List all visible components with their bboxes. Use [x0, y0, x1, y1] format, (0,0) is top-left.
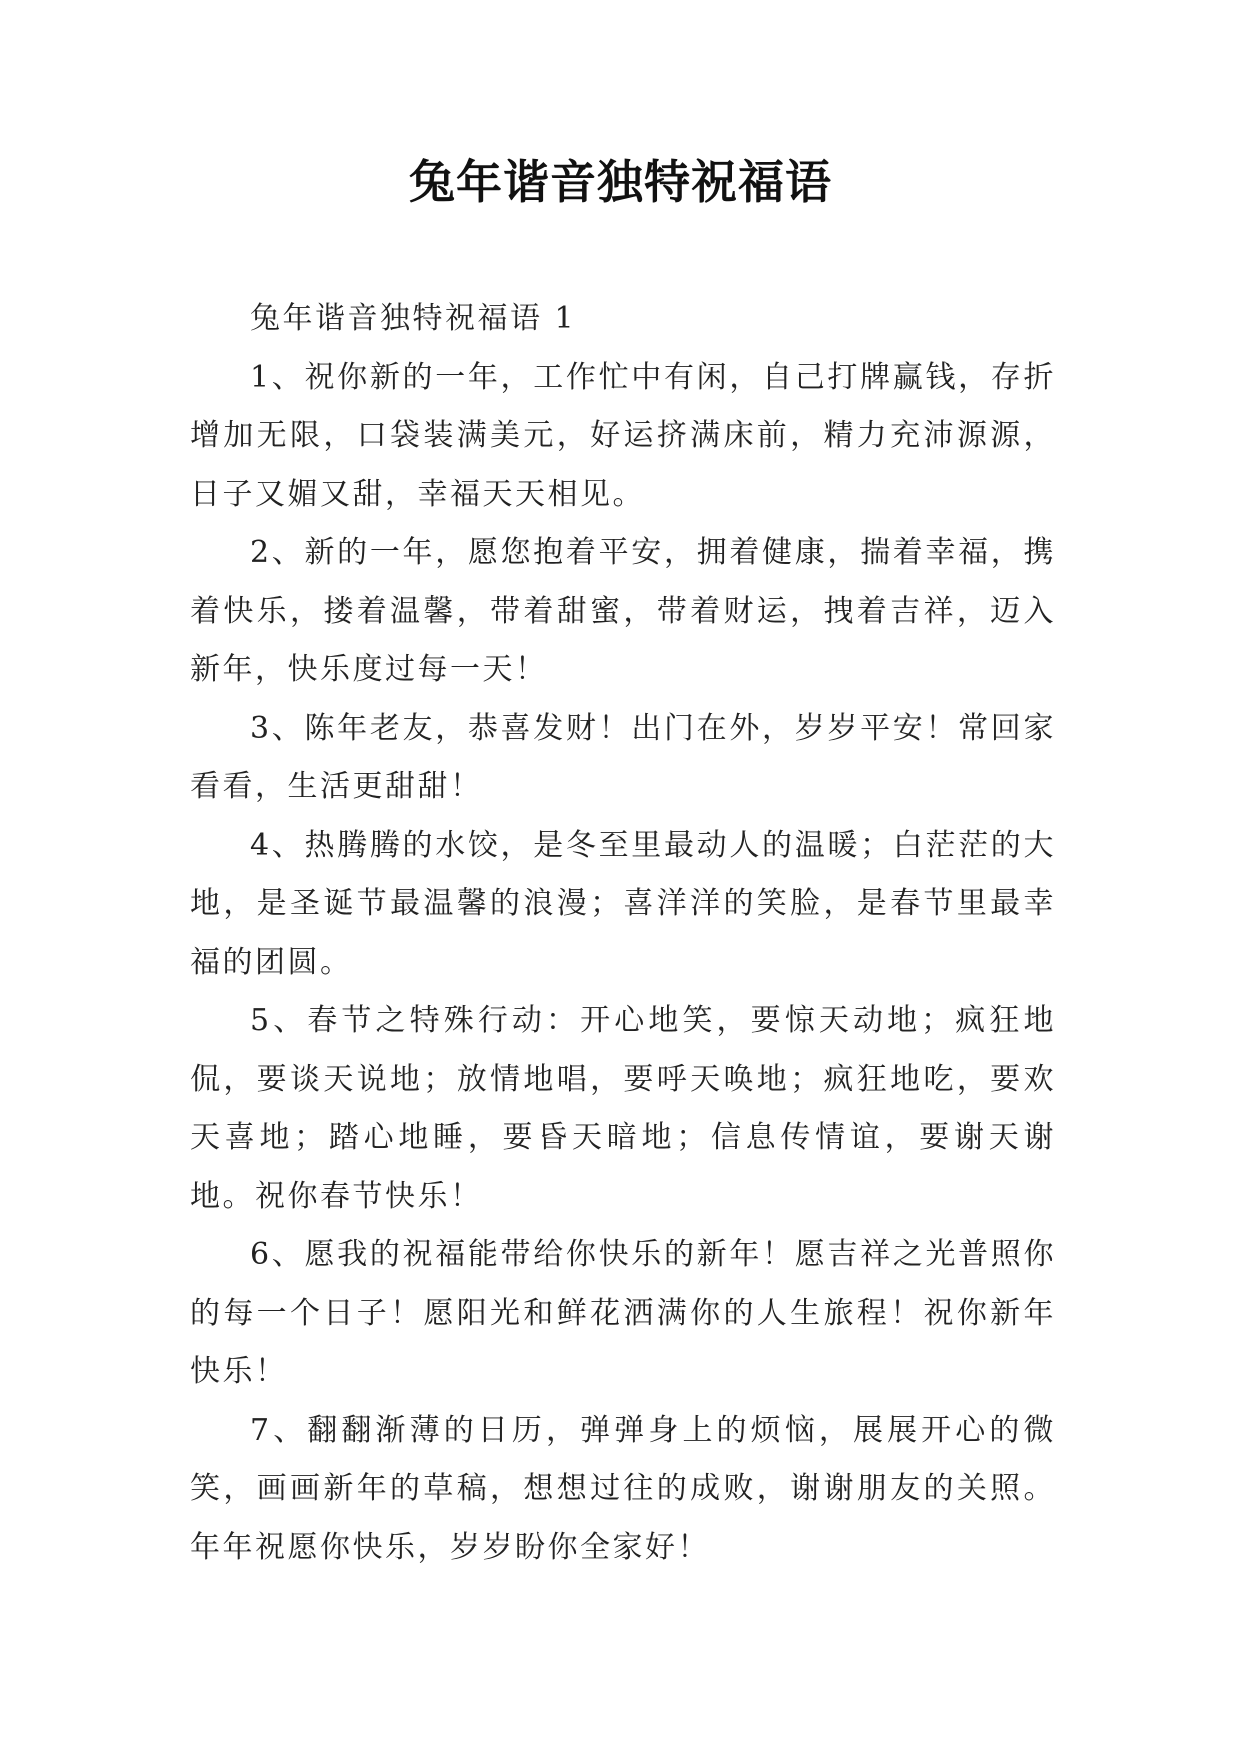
paragraph-5: 5、春节之特殊行动：开心地笑，要惊天动地；疯狂地侃，要谈天说地；放情地唱，要呼天唤地；疯狂地吃，要欢天喜地；踏心地睡，要昏天暗地；信息传情谊，要谢天谢地。祝你春节快乐！: [190, 1003, 1056, 1214]
paragraph-6: 6、愿我的祝福能带给你快乐的新年！愿吉祥之光普照你的每一个日子！愿阳光和鲜花洒满你的人生旅程！祝你新年快乐！: [190, 1237, 1056, 1389]
paragraph-3: 3、陈年老友，恭喜发财！出门在外，岁岁平安！常回家看看，生活更甜甜！: [190, 710, 1056, 804]
document-body: [190, 290, 1056, 1577]
section-heading: 兔年谐音独特祝福语 1: [250, 301, 577, 336]
paragraph-4: 4、热腾腾的水饺，是冬至里最动人的温暖；白茫茫的大地，是圣诞节最温馨的浪漫；喜洋洋的笑脸，是春节里最幸福的团圆。: [190, 827, 1056, 980]
paragraph-7: 7、翻翻渐薄的日历，弹弹身上的烦恼，展展开心的微笑，画画新年的草稿，想想过往的成败，谢谢朋友的关照。年年祝愿你快乐，岁岁盼你全家好！: [190, 1412, 1056, 1565]
document-title: 兔年谐音独特祝福语: [409, 155, 832, 209]
paragraph-1: 1、祝你新的一年，工作忙中有闲，自己打牌赢钱，存折增加无限，口袋装满美元，好运挤满床前，精力充沛源源，日子又媚又甜，幸福天天相见。: [190, 359, 1056, 512]
paragraph-2: 2、新的一年，愿您抱着平安，拥着健康，揣着幸福，携着快乐，搂着温馨，带着甜蜜，带着财运，拽着吉祥，迈入新年，快乐度过每一天！: [190, 535, 1056, 687]
